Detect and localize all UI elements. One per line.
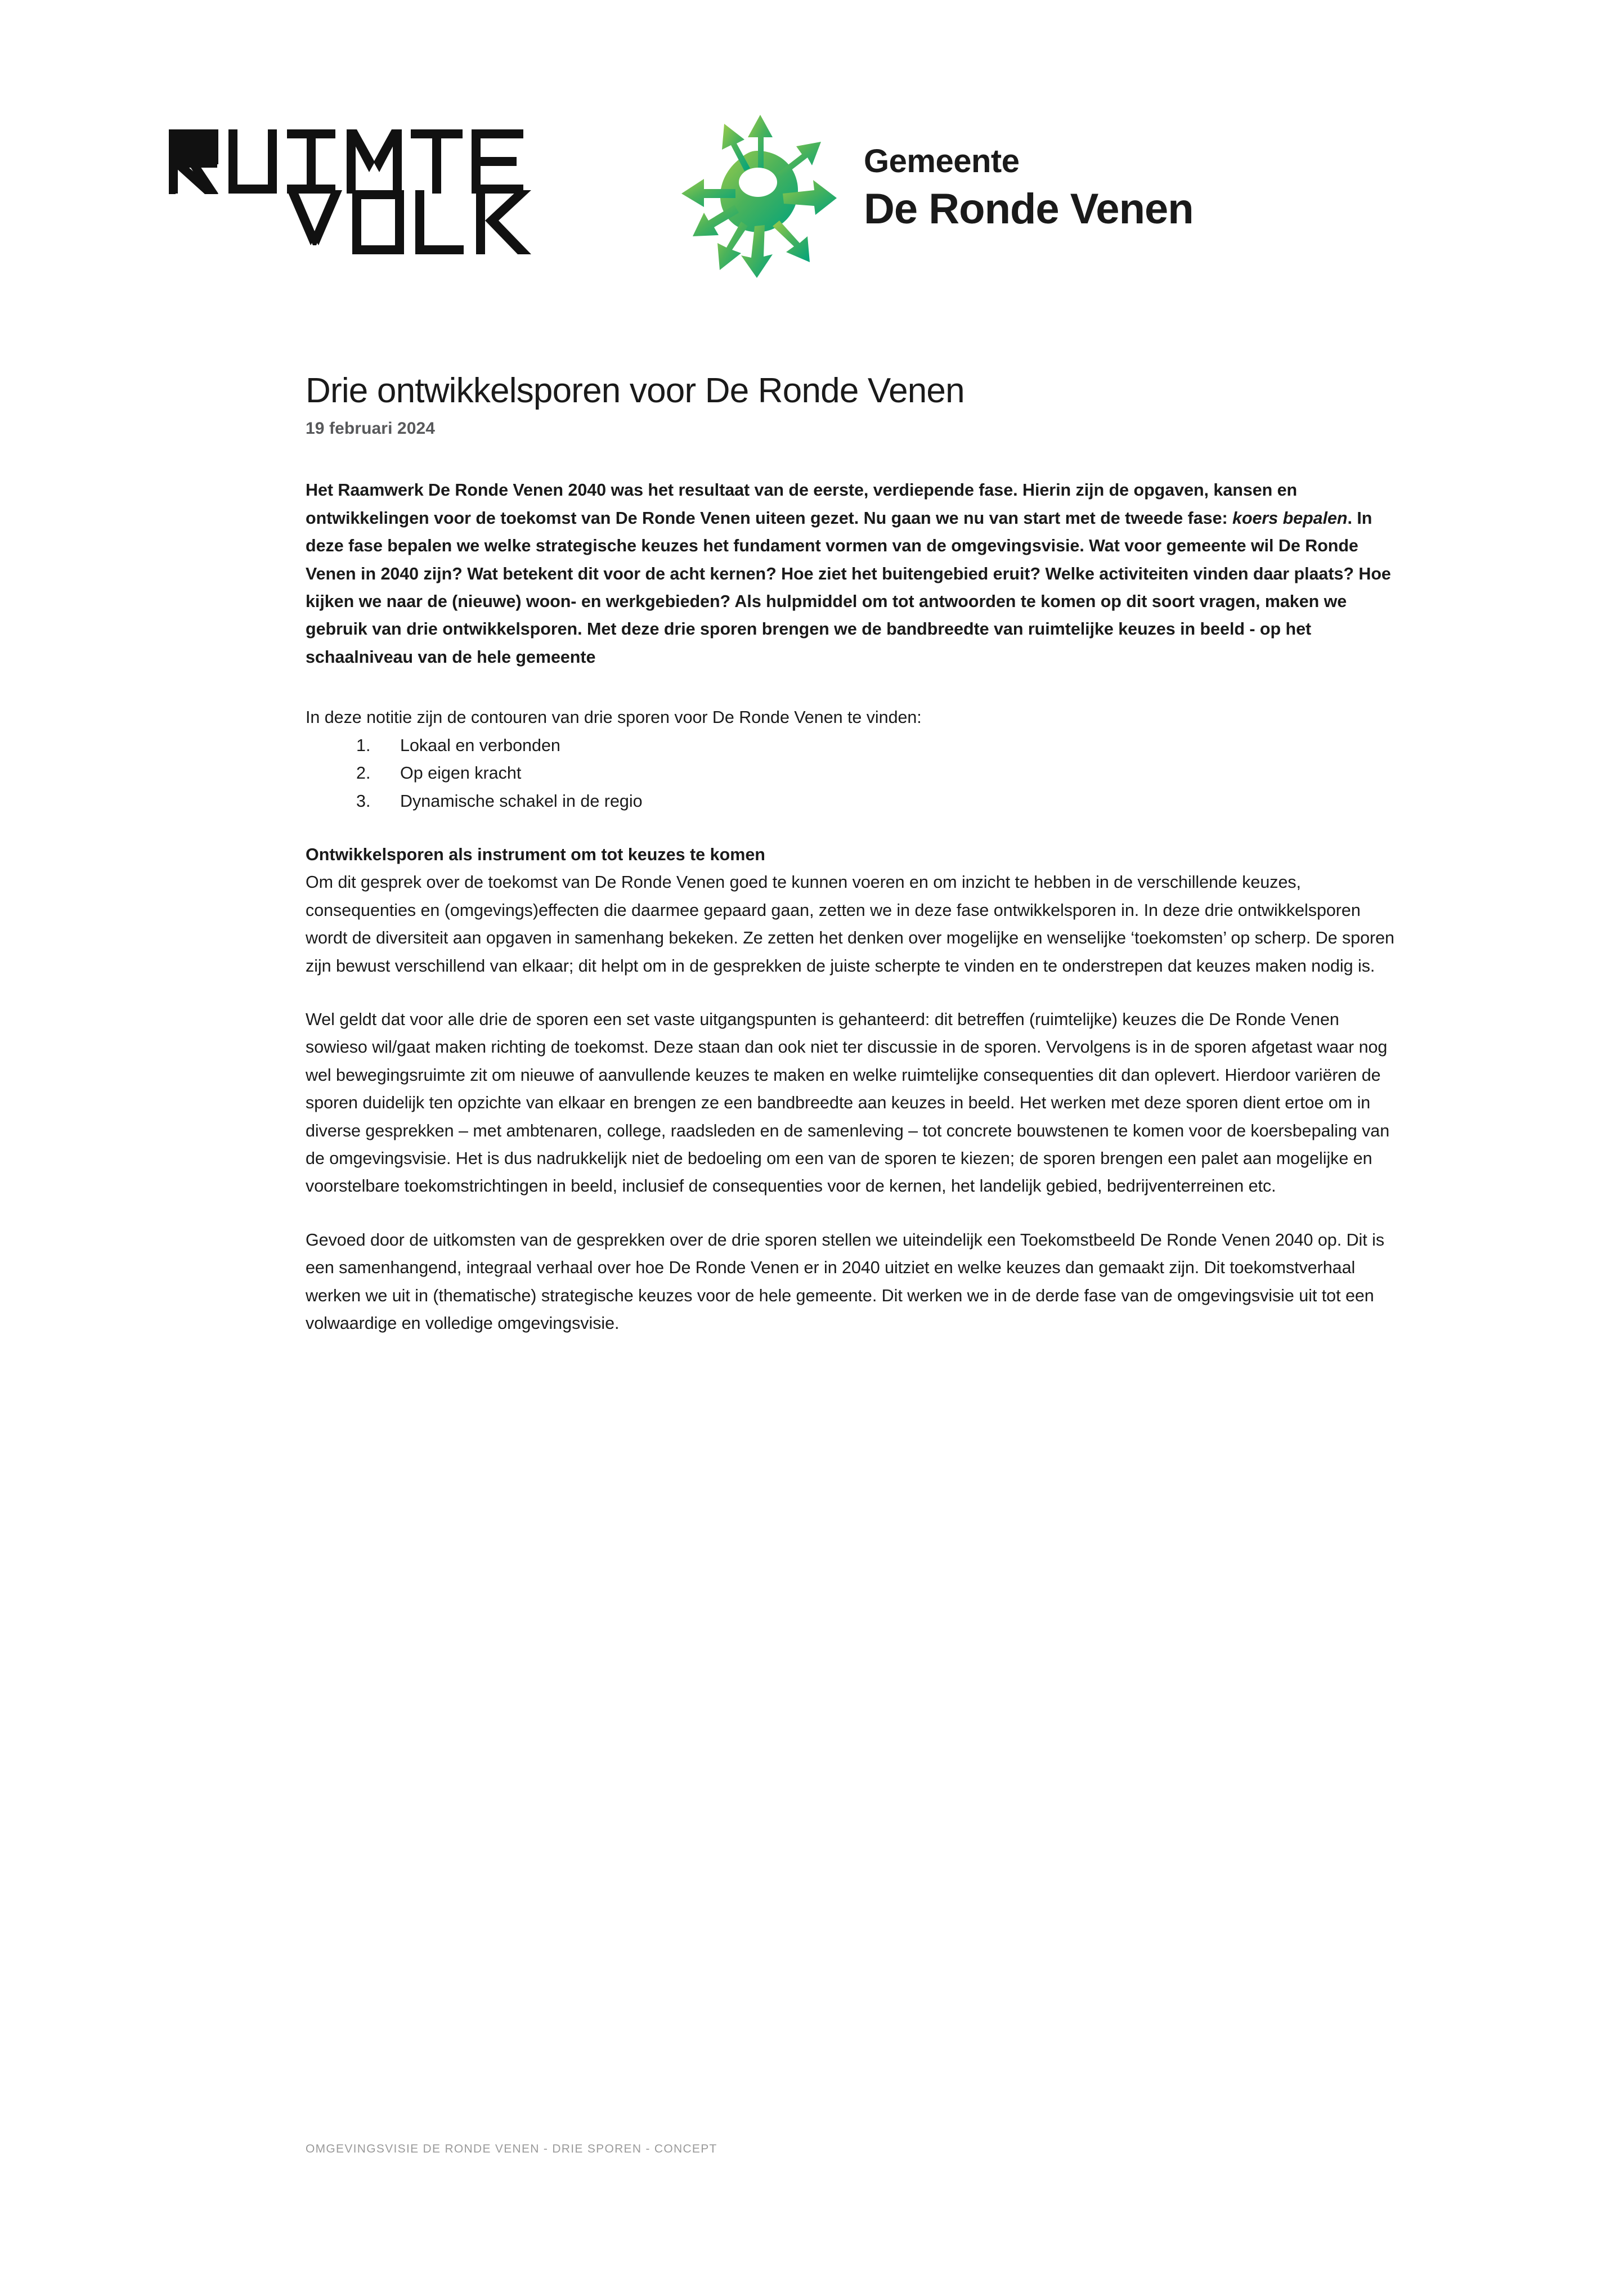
list-item-number: 3. [356, 791, 371, 811]
paragraph-instrument: Om dit gesprek over de toekomst van De Ronde Venen goed te kunnen voeren en om inzicht te hebben in de verschillende keuzes, consequenties en (omgevings)effecten die daarmee gepaard gaan, zetten we in deze fase ontwikkelsporen in. In deze drie ontwikkelsporen wordt de diversiteit aan opgaven in samenhang bekeken. Ze zetten het denken over mogelijke en wenselijke ‘toekomsten’ op scherp. De sporen zijn bewust verschillend van elkaar; dit helpt om in de gesprekken de juiste scherpte te vinden en te onderstrepen dat keuzes maken nodig is. [306, 873, 1394, 976]
page-footer: OMGEVINGSVISIE DE RONDE VENEN - DRIE SPOREN - CONCEPT [306, 2142, 717, 2155]
section-heading-ontwikkelsporen: Ontwikkelsporen als instrument om tot keuzes te komen [306, 844, 765, 864]
lead-part-2: . In deze fase bepalen we welke strategische keuzes het fundament vormen van de omgevingsvisie. Wat voor gemeente wil De Ronde Venen in 2040 zijn? Wat betekent dit voor de acht kernen? Hoe ziet het buitengebied eruit? Welke activiteiten vinden daar plaats? Hoe kijken we naar de (nieuwe) woon- en werkgebieden? Als hulpmiddel om tot antwoorden te komen op dit soort vragen, maken we gebruik van drie ontwikkelsporen. Met deze drie sporen brengen we de bandbreedte van ruimtelijke keuzes in beeld - op het schaalniveau van de hele gemeente [306, 508, 1391, 667]
page-title: Drie ontwikkelsporen voor De Ronde Venen [306, 371, 964, 410]
spoor-list [306, 732, 1404, 815]
gemeente-wordmark [864, 145, 1258, 231]
list-item-label: Lokaal en verbonden [400, 735, 560, 755]
ruimtevolk-logo [169, 125, 574, 254]
intro-block [306, 704, 1404, 731]
list-item-label: Dynamische schakel in de regio [400, 791, 643, 811]
paragraph-toekomstbeeld: Gevoed door de uitkomsten van de gesprekken over de drie sporen stellen we uiteindelijk een Toekomstbeeld De Ronde Venen 2040 op. Dit is een samenhangend, integraal verhaal over hoe De Ronde Venen er in 2040 uitziet en welke keuzes dan gemaakt zijn. Dit toekomstverhaal werken we uit in (thematische) strategische keuzes voor de hele gemeente. Dit werken we in de derde fase van de omgevingsvisie uit tot een volwaardige en volledige omgevingsvisie. [306, 1230, 1385, 1333]
document-date: 19 februari 2024 [306, 419, 436, 438]
paragraph-uitgangspunten: Wel geldt dat voor alle drie de sporen een set vaste uitgangspunten is gehanteerd: dit betreffen (ruimtelijke) keuzes die De Ronde Venen sowieso wil/gaat maken richting de toekomst. Deze staan dan ook niet ter discussie in de sporen. Vervolgens is in de sporen afgetast waar nog wel bewegingsruimte zit om nieuwe of aanvullende keuzes te maken en welke ruimtelijke consequenties dit dan oplevert. Hierdoor variëren de sporen duidelijk ten opzichte van elkaar en brengen ze een bandbreedte aan keuzes in beeld. Het werken met deze sporen dient ertoe om in diverse gesprekken – met ambtenaren, college, raadsleden en de samenleving – tot concrete bouwstenen te komen voor de koersbepaling van de omgevingsvisie. Het is dus nadrukkelijk niet de bedoeling om een van de sporen te kiezen; de sporen brengen een palet aan mogelijke en voorstelbare toekomstrichtingen in beeld, inclusief de consequenties voor de kernen, het landelijk gebied, bedrijventerreinen etc. [306, 1009, 1390, 1196]
lead-paragraph [306, 477, 1404, 671]
list-item [306, 732, 1404, 760]
lead-part-1: Het Raamwerk De Ronde Venen 2040 was het resultaat van de eerste, verdiepende fase. Hierin zijn de opgaven, kansen en ontwikkelingen voor de toekomst van De Ronde Venen uiteen gezet. Nu gaan we nu van start met de tweede fase: [306, 480, 1298, 528]
list-item-number: 2. [356, 763, 371, 783]
list-item [306, 788, 1404, 815]
intro-line: In deze notitie zijn de contouren van drie sporen voor De Ronde Venen te vinden: [306, 708, 922, 727]
list-item-number: 1. [356, 735, 371, 755]
document-header [0, 0, 1624, 315]
gemeente-wordmark-line1: Gemeente [864, 143, 1020, 179]
list-item-label: Op eigen kracht [400, 763, 522, 783]
gemeente-star-burst-icon [672, 110, 841, 279]
document-body [306, 371, 1404, 1363]
gemeente-wordmark-line2: De Ronde Venen [864, 185, 1194, 233]
lead-emphasis: koers bepalen [1232, 508, 1348, 528]
list-item [306, 760, 1404, 787]
gemeente-de-ronde-venen-logo [672, 110, 1269, 279]
